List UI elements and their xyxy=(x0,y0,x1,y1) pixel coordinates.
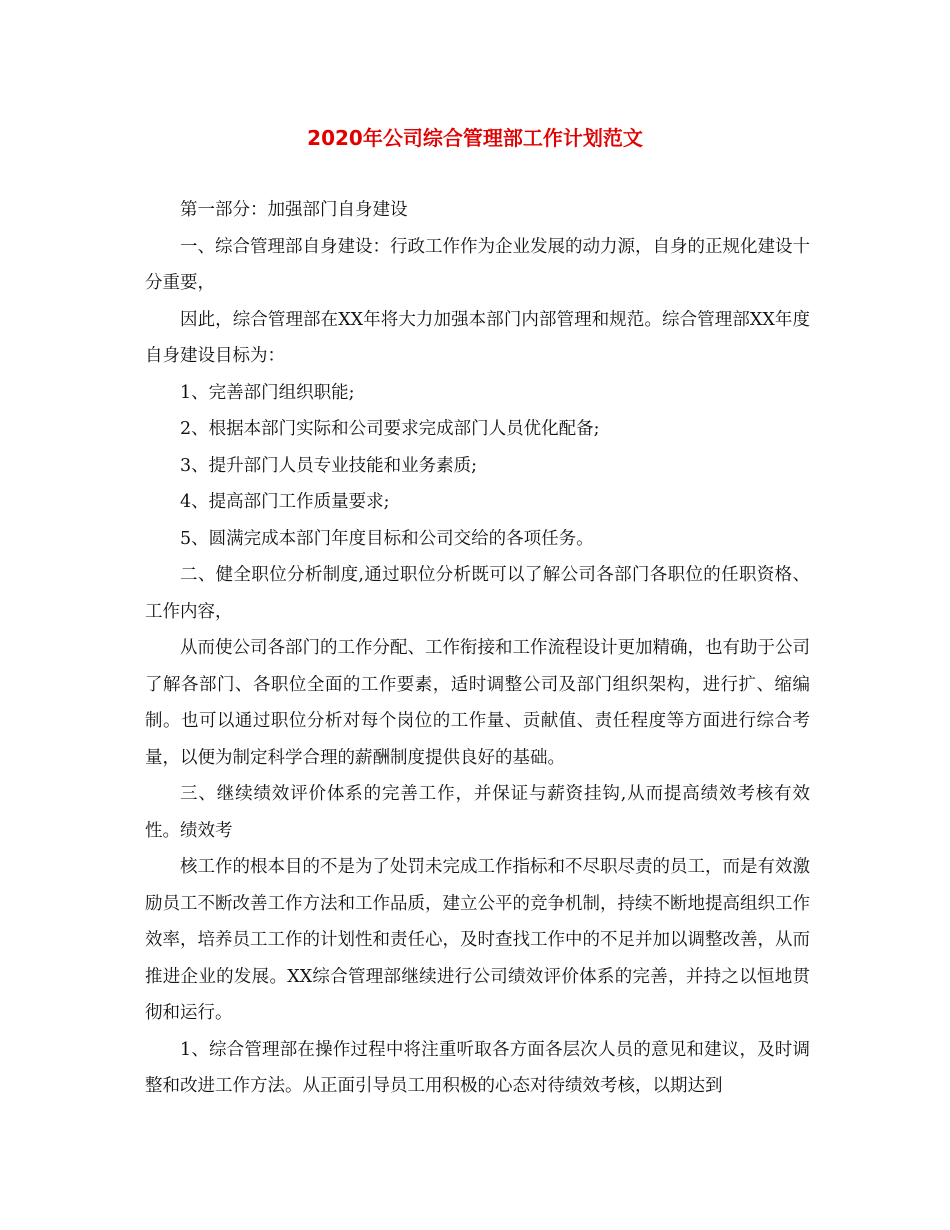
paragraph: 3、提升部门人员专业技能和业务素质; xyxy=(180,455,478,476)
paragraph: 1、完善部门组织职能; xyxy=(180,382,355,403)
paragraph: 第一部分：加强部门自身建设 xyxy=(180,200,408,220)
paragraph: 核工作的根本目的不是为了处罚未完成工作指标和不尽职尽责的员工，而是有效激励员工不断改善工作方法和工作品质，建立公平的竞争机制，持续不断地提高组织工作效率，培养员工工作的计划性和责任心，及时查找工作中的不足并加以调整改善，从而推进企业的发展。XX综合管理部继续进行公司绩效评价体系的完善，并持之以恒地贯彻和运行。 xyxy=(145,857,810,1023)
paragraph: 4、提高部门工作质量要求; xyxy=(180,492,390,512)
paragraph: 5、圆满完成本部门年度目标和公司交给的各项任务。 xyxy=(180,528,594,549)
paragraph: 因此，综合管理部在XX年将大力加强本部门内部管理和规范。综合管理部XX年度自身建设目标为： xyxy=(145,309,810,366)
paragraph: 从而使公司各部门的工作分配、工作衔接和工作流程设计更加精确，也有助于公司了解各部门、各职位全面的工作要素，适时调整公司及部门组织架构，进行扩、缩编制。也可以通过职位分析对每个岗位的工作量、贡献值、责任程度等方面进行综合考量，以便为制定科学合理的薪酬制度提供良好的基础。 xyxy=(145,638,810,768)
document-title: 2020年公司综合管理部工作计划范文 xyxy=(307,126,643,150)
paragraph: 2、根据本部门实际和公司要求完成部门人员优化配备; xyxy=(180,419,600,439)
paragraph: 三、继续绩效评价体系的完善工作，并保证与薪资挂钩,从而提高绩效考核有效性。绩效考 xyxy=(145,784,810,841)
paragraph: 二、健全职位分析制度,通过职位分析既可以了解公司各部门各职位的任职资格、工作内容， xyxy=(145,565,810,622)
paragraph: 一、综合管理部自身建设：行政工作作为企业发展的动力源，自身的正规化建设十分重要， xyxy=(145,236,810,293)
document-body xyxy=(145,192,810,1105)
paragraph: 1、综合管理部在操作过程中将注重听取各方面各层次人员的意见和建议，及时调整和改进工作方法。从正面引导员工用积极的心态对待绩效考核，以期达到 xyxy=(145,1039,810,1096)
